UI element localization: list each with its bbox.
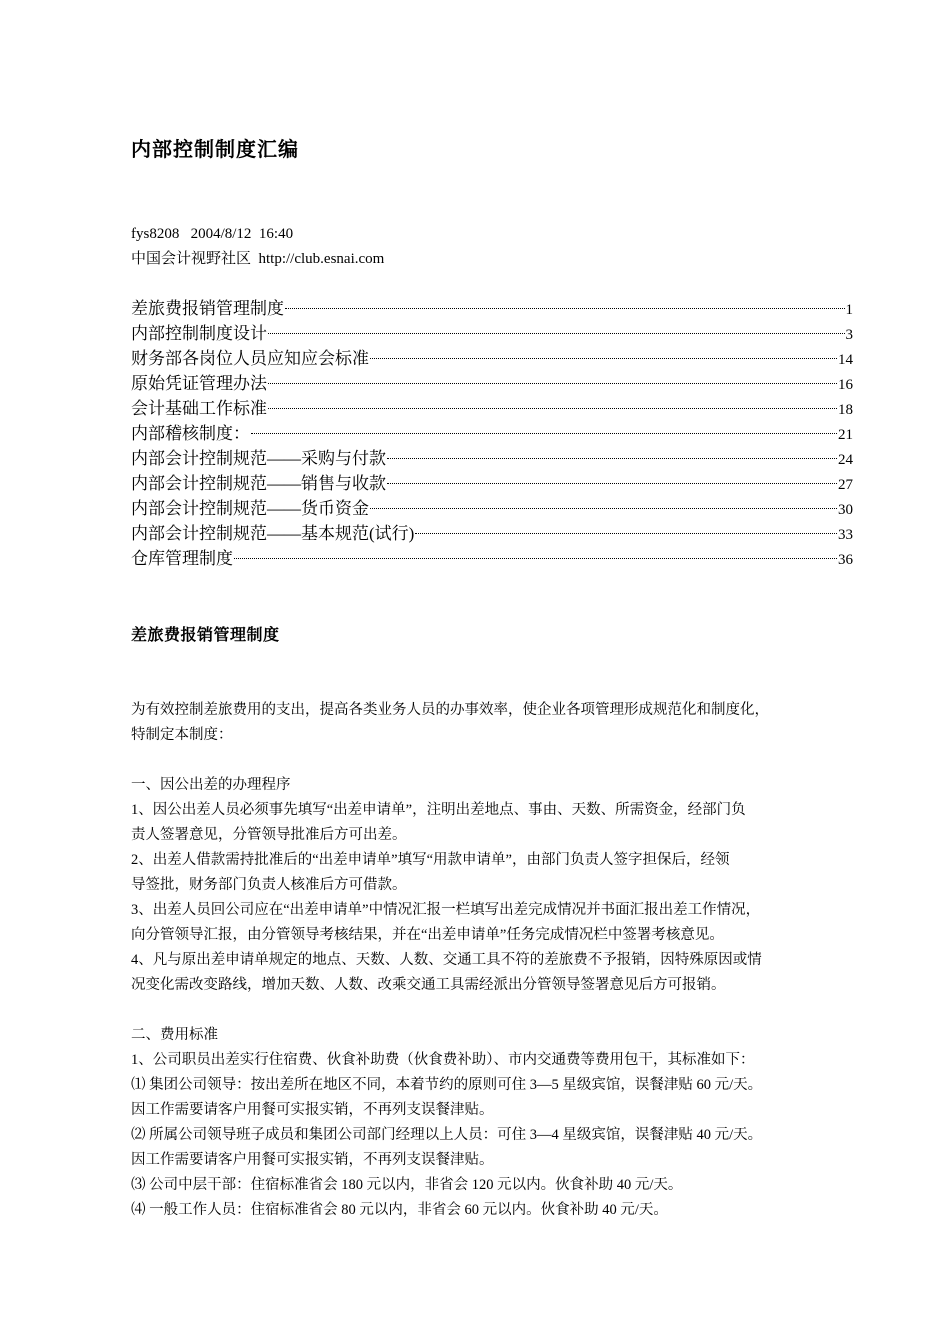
author-date-line: fys8208 2004/8/12 16:40 [131, 226, 294, 242]
paragraph: ⑶ 公司中层干部：住宿标准省会 180 元以内，非省会 120 元以内。伙食补助 40 元/天。 [131, 1177, 683, 1193]
toc-leader [268, 333, 845, 334]
table-of-contents [131, 296, 853, 571]
toc-entry-page: 24 [838, 452, 853, 468]
toc-entry[interactable] [131, 396, 853, 421]
paragraph: 1、因公出差人员必须事先填写“出差申请单”，注明出差地点、事由、天数、所需资金，经部门负 [131, 802, 746, 818]
toc-entry[interactable] [131, 371, 853, 396]
toc-entry-page: 36 [838, 552, 853, 568]
toc-leader [285, 308, 845, 309]
toc-entry-page: 1 [845, 302, 853, 318]
toc-entry-page: 21 [838, 427, 853, 443]
toc-leader [268, 408, 837, 409]
toc-entry[interactable] [131, 296, 853, 321]
toc-entry[interactable] [131, 546, 853, 571]
subheading: 一、因公出差的办理程序 [131, 777, 291, 793]
toc-entry-title: 差旅费报销管理制度 [131, 299, 284, 318]
toc-entry-title: 原始凭证管理办法 [131, 374, 267, 393]
paragraph: 向分管领导汇报，由分管领导考核结果，并在“出差申请单”任务完成情况栏中签署考核意见。 [131, 927, 724, 943]
toc-entry-page: 18 [838, 402, 853, 418]
toc-entry-page: 27 [838, 477, 853, 493]
toc-entry-title: 内部会计控制规范——销售与收款 [131, 474, 386, 493]
toc-entry[interactable] [131, 496, 853, 521]
toc-entry-title: 内部会计控制规范——货币资金 [131, 499, 369, 518]
subheading: 二、费用标准 [131, 1027, 218, 1043]
toc-leader [370, 358, 837, 359]
document-title: 内部控制制度汇编 [131, 139, 299, 161]
toc-leader [370, 508, 837, 509]
paragraph: 因工作需要请客户用餐可实报实销，不再列支误餐津贴。 [131, 1102, 494, 1118]
paragraph: 4、凡与原出差申请单规定的地点、天数、人数、交通工具不符的差旅费不予报销，因特殊原因或情 [131, 952, 762, 968]
toc-entry-title: 财务部各岗位人员应知应会标准 [131, 349, 369, 368]
toc-entry[interactable] [131, 321, 853, 346]
paragraph: ⑴ 集团公司领导：按出差所在地区不同，本着节约的原则可住 3—5 星级宾馆，误餐津贴 60 元/天。 [131, 1077, 763, 1093]
toc-leader [234, 558, 837, 559]
toc-leader [251, 433, 837, 434]
toc-entry-title: 会计基础工作标准 [131, 399, 267, 418]
paragraph: 因工作需要请客户用餐可实报实销，不再列支误餐津贴。 [131, 1152, 494, 1168]
toc-entry[interactable] [131, 471, 853, 496]
source-line: 中国会计视野社区 http://club.esnai.com [131, 251, 385, 267]
section-body [131, 698, 871, 1223]
toc-entry-title: 内部控制制度设计 [131, 324, 267, 343]
paragraph: 责人签署意见，分管领导批准后方可出差。 [131, 827, 407, 843]
toc-entry-page: 16 [838, 377, 853, 393]
paragraph: ⑵ 所属公司领导班子成员和集团公司部门经理以上人员：可住 3—4 星级宾馆，误餐津贴 40 元/天。 [131, 1127, 763, 1143]
paragraph: 特制定本制度： [131, 727, 233, 743]
toc-entry[interactable] [131, 421, 853, 446]
toc-leader [268, 383, 837, 384]
toc-leader [387, 483, 837, 484]
toc-entry[interactable] [131, 446, 853, 471]
paragraph: 导签批，财务部门负责人核准后方可借款。 [131, 877, 407, 893]
toc-entry-title: 仓库管理制度 [131, 549, 233, 568]
section-title: 差旅费报销管理制度 [131, 627, 280, 644]
toc-entry[interactable] [131, 521, 853, 546]
toc-entry-page: 3 [845, 327, 853, 343]
paragraph: ⑷ 一般工作人员：住宿标准省会 80 元以内，非省会 60 元以内。伙食补助 40 元/天。 [131, 1202, 668, 1218]
toc-entry-page: 33 [838, 527, 853, 543]
paragraph: 况变化需改变路线，增加天数、人数、改乘交通工具需经派出分管领导签署意见后方可报销。 [131, 977, 726, 993]
paragraph: 1、公司职员出差实行住宿费、伙食补助费（伙食费补助）、市内交通费等费用包干，其标准如下： [131, 1052, 755, 1068]
toc-entry-title: 内部会计控制规范——基本规范(试行) [131, 524, 415, 543]
toc-entry-title: 内部稽核制度： [131, 424, 250, 443]
toc-leader [415, 533, 837, 534]
paragraph: 为有效控制差旅费用的支出，提高各类业务人员的办事效率，使企业各项管理形成规范化和制度化， [131, 702, 769, 718]
toc-leader [387, 458, 837, 459]
toc-entry-page: 30 [838, 502, 853, 518]
paragraph: 3、出差人员回公司应在“出差申请单”中情况汇报一栏填写出差完成情况并书面汇报出差工作情况， [131, 902, 761, 918]
paragraph: 2、出差人借款需持批准后的“出差申请单”填写“用款申请单”，由部门负责人签字担保后，经领 [131, 852, 730, 868]
toc-entry[interactable] [131, 346, 853, 371]
document-meta [131, 222, 384, 272]
toc-entry-title: 内部会计控制规范——采购与付款 [131, 449, 386, 468]
toc-entry-page: 14 [838, 352, 853, 368]
